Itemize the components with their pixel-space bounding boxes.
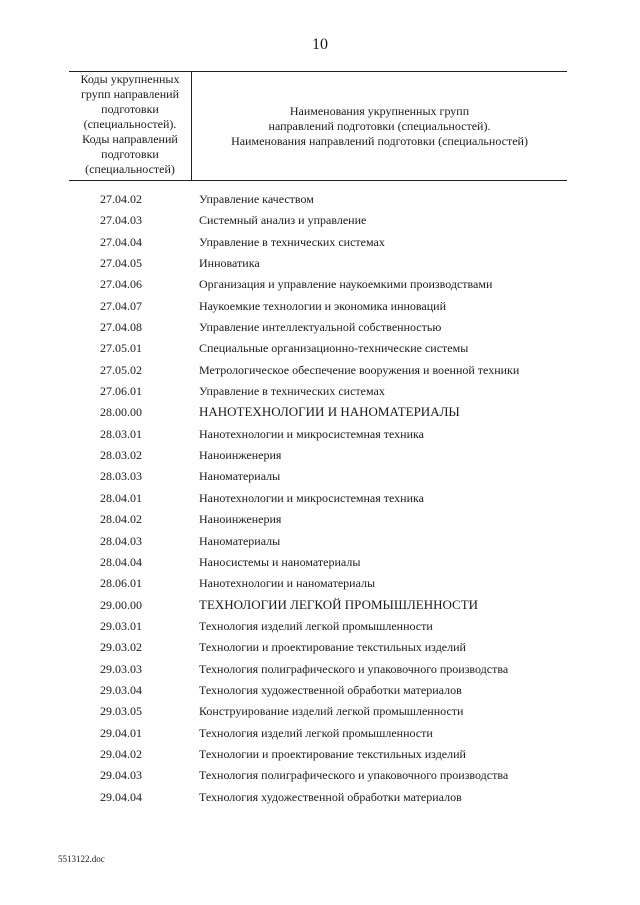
table-row — [0, 788, 640, 809]
page-number: 10 — [312, 36, 328, 53]
row-code: 28.03.03 — [100, 469, 142, 484]
row-name: Технология художественной обработки материалов — [199, 789, 462, 804]
table-row — [0, 574, 640, 595]
row-code: 28.03.02 — [100, 448, 142, 463]
table-row — [0, 702, 640, 723]
table-body — [0, 190, 640, 809]
footer-filename: 5513122.doc — [58, 854, 105, 864]
row-name: ТЕХНОЛОГИИ ЛЕГКОЙ ПРОМЫШЛЕННОСТИ — [199, 596, 479, 612]
row-code: 29.03.01 — [100, 618, 142, 633]
row-name: Конструирование изделий легкой промышленности — [199, 704, 464, 719]
table-row — [0, 425, 640, 446]
header-names-column: Наименования укрупненных групп направлений подготовки (специальностей). Наименования направлений подготовки (специальностей) — [231, 103, 528, 148]
row-code: 29.00.00 — [100, 597, 142, 612]
row-code: 27.04.08 — [100, 320, 142, 335]
row-code: 29.04.04 — [100, 789, 142, 804]
table-row — [0, 510, 640, 531]
row-name: Нанотехнологии и микросистемная техника — [199, 490, 424, 505]
row-code: 27.05.01 — [100, 341, 142, 356]
row-name: Управление интеллектуальной собственностью — [199, 320, 442, 335]
row-code: 28.03.01 — [100, 426, 142, 441]
row-name: Технология полиграфического и упаковочного производства — [199, 661, 509, 676]
group-row — [0, 403, 640, 424]
row-name: Технологии и проектирование текстильных изделий — [199, 640, 466, 655]
table-row — [0, 489, 640, 510]
row-code: 29.03.03 — [100, 661, 142, 676]
row-name: Организация и управление наукоемкими производствами — [199, 277, 493, 292]
table-row — [0, 297, 640, 318]
row-name: Управление в технических системах — [199, 234, 385, 249]
row-name: Технология изделий легкой промышленности — [199, 618, 433, 633]
row-name: Технология изделий легкой промышленности — [199, 725, 433, 740]
table-row — [0, 254, 640, 275]
row-code: 28.04.03 — [100, 533, 142, 548]
header-codes-column: Коды укрупненных групп направлений подготовки (специальностей). Коды направлений подготовки (специальностей) — [80, 72, 180, 176]
table-row — [0, 446, 640, 467]
row-name: Наносистемы и наноматериалы — [199, 554, 361, 569]
row-name: Системный анализ и управление — [199, 213, 367, 228]
row-name: Технология художественной обработки материалов — [199, 682, 462, 697]
table-row — [0, 339, 640, 360]
row-code: 27.04.07 — [100, 298, 142, 313]
table-row — [0, 233, 640, 254]
row-name: Наноинженерия — [199, 512, 282, 527]
row-code: 29.03.04 — [100, 682, 142, 697]
table-row — [0, 211, 640, 232]
row-code: 27.04.05 — [100, 256, 142, 271]
row-name: Наноматериалы — [199, 469, 281, 484]
row-name: Нанотехнологии и наноматериалы — [199, 576, 376, 591]
group-row — [0, 596, 640, 617]
row-code: 27.04.03 — [100, 213, 142, 228]
row-name: Метрологическое обеспечение вооружения и военной техники — [199, 362, 520, 377]
row-code: 27.05.02 — [100, 362, 142, 377]
table-row — [0, 190, 640, 211]
row-code: 29.03.05 — [100, 704, 142, 719]
row-code: 28.04.04 — [100, 554, 142, 569]
row-name: Нанотехнологии и микросистемная техника — [199, 426, 424, 441]
table-row — [0, 681, 640, 702]
row-name: Специальные организационно-технические системы — [199, 341, 469, 356]
row-name: Технология полиграфического и упаковочного производства — [199, 768, 509, 783]
table-row — [0, 275, 640, 296]
row-code: 28.00.00 — [100, 405, 142, 420]
row-name: НАНОТЕХНОЛОГИИ И НАНОМАТЕРИАЛЫ — [199, 404, 460, 420]
row-code: 28.06.01 — [100, 576, 142, 591]
row-code: 27.04.02 — [100, 192, 142, 206]
row-name: Управление качеством — [199, 192, 314, 206]
table-row — [0, 766, 640, 787]
row-name: Наноматериалы — [199, 533, 281, 548]
row-name: Наноинженерия — [199, 448, 282, 463]
table-row — [0, 467, 640, 488]
row-code: 29.04.03 — [100, 768, 142, 783]
row-name: Наукоемкие технологии и экономика инноваций — [199, 298, 447, 313]
row-code: 28.04.01 — [100, 490, 142, 505]
table-row — [0, 638, 640, 659]
row-code: 29.04.01 — [100, 725, 142, 740]
table-row — [0, 361, 640, 382]
table-row — [0, 745, 640, 766]
table-row — [0, 617, 640, 638]
row-code: 29.04.02 — [100, 746, 142, 761]
table-row — [0, 553, 640, 574]
row-code: 27.04.06 — [100, 277, 142, 292]
table-row — [0, 532, 640, 553]
row-name: Управление в технических системах — [199, 384, 385, 399]
row-name: Технологии и проектирование текстильных изделий — [199, 746, 466, 761]
table-row — [0, 660, 640, 681]
table-header — [69, 71, 567, 181]
table-row — [0, 724, 640, 745]
table-row — [0, 382, 640, 403]
row-code: 28.04.02 — [100, 512, 142, 527]
row-code: 27.04.04 — [100, 234, 142, 249]
row-code: 29.03.02 — [100, 640, 142, 655]
row-code: 27.06.01 — [100, 384, 142, 399]
row-name: Инноватика — [199, 256, 260, 271]
table-row — [0, 318, 640, 339]
